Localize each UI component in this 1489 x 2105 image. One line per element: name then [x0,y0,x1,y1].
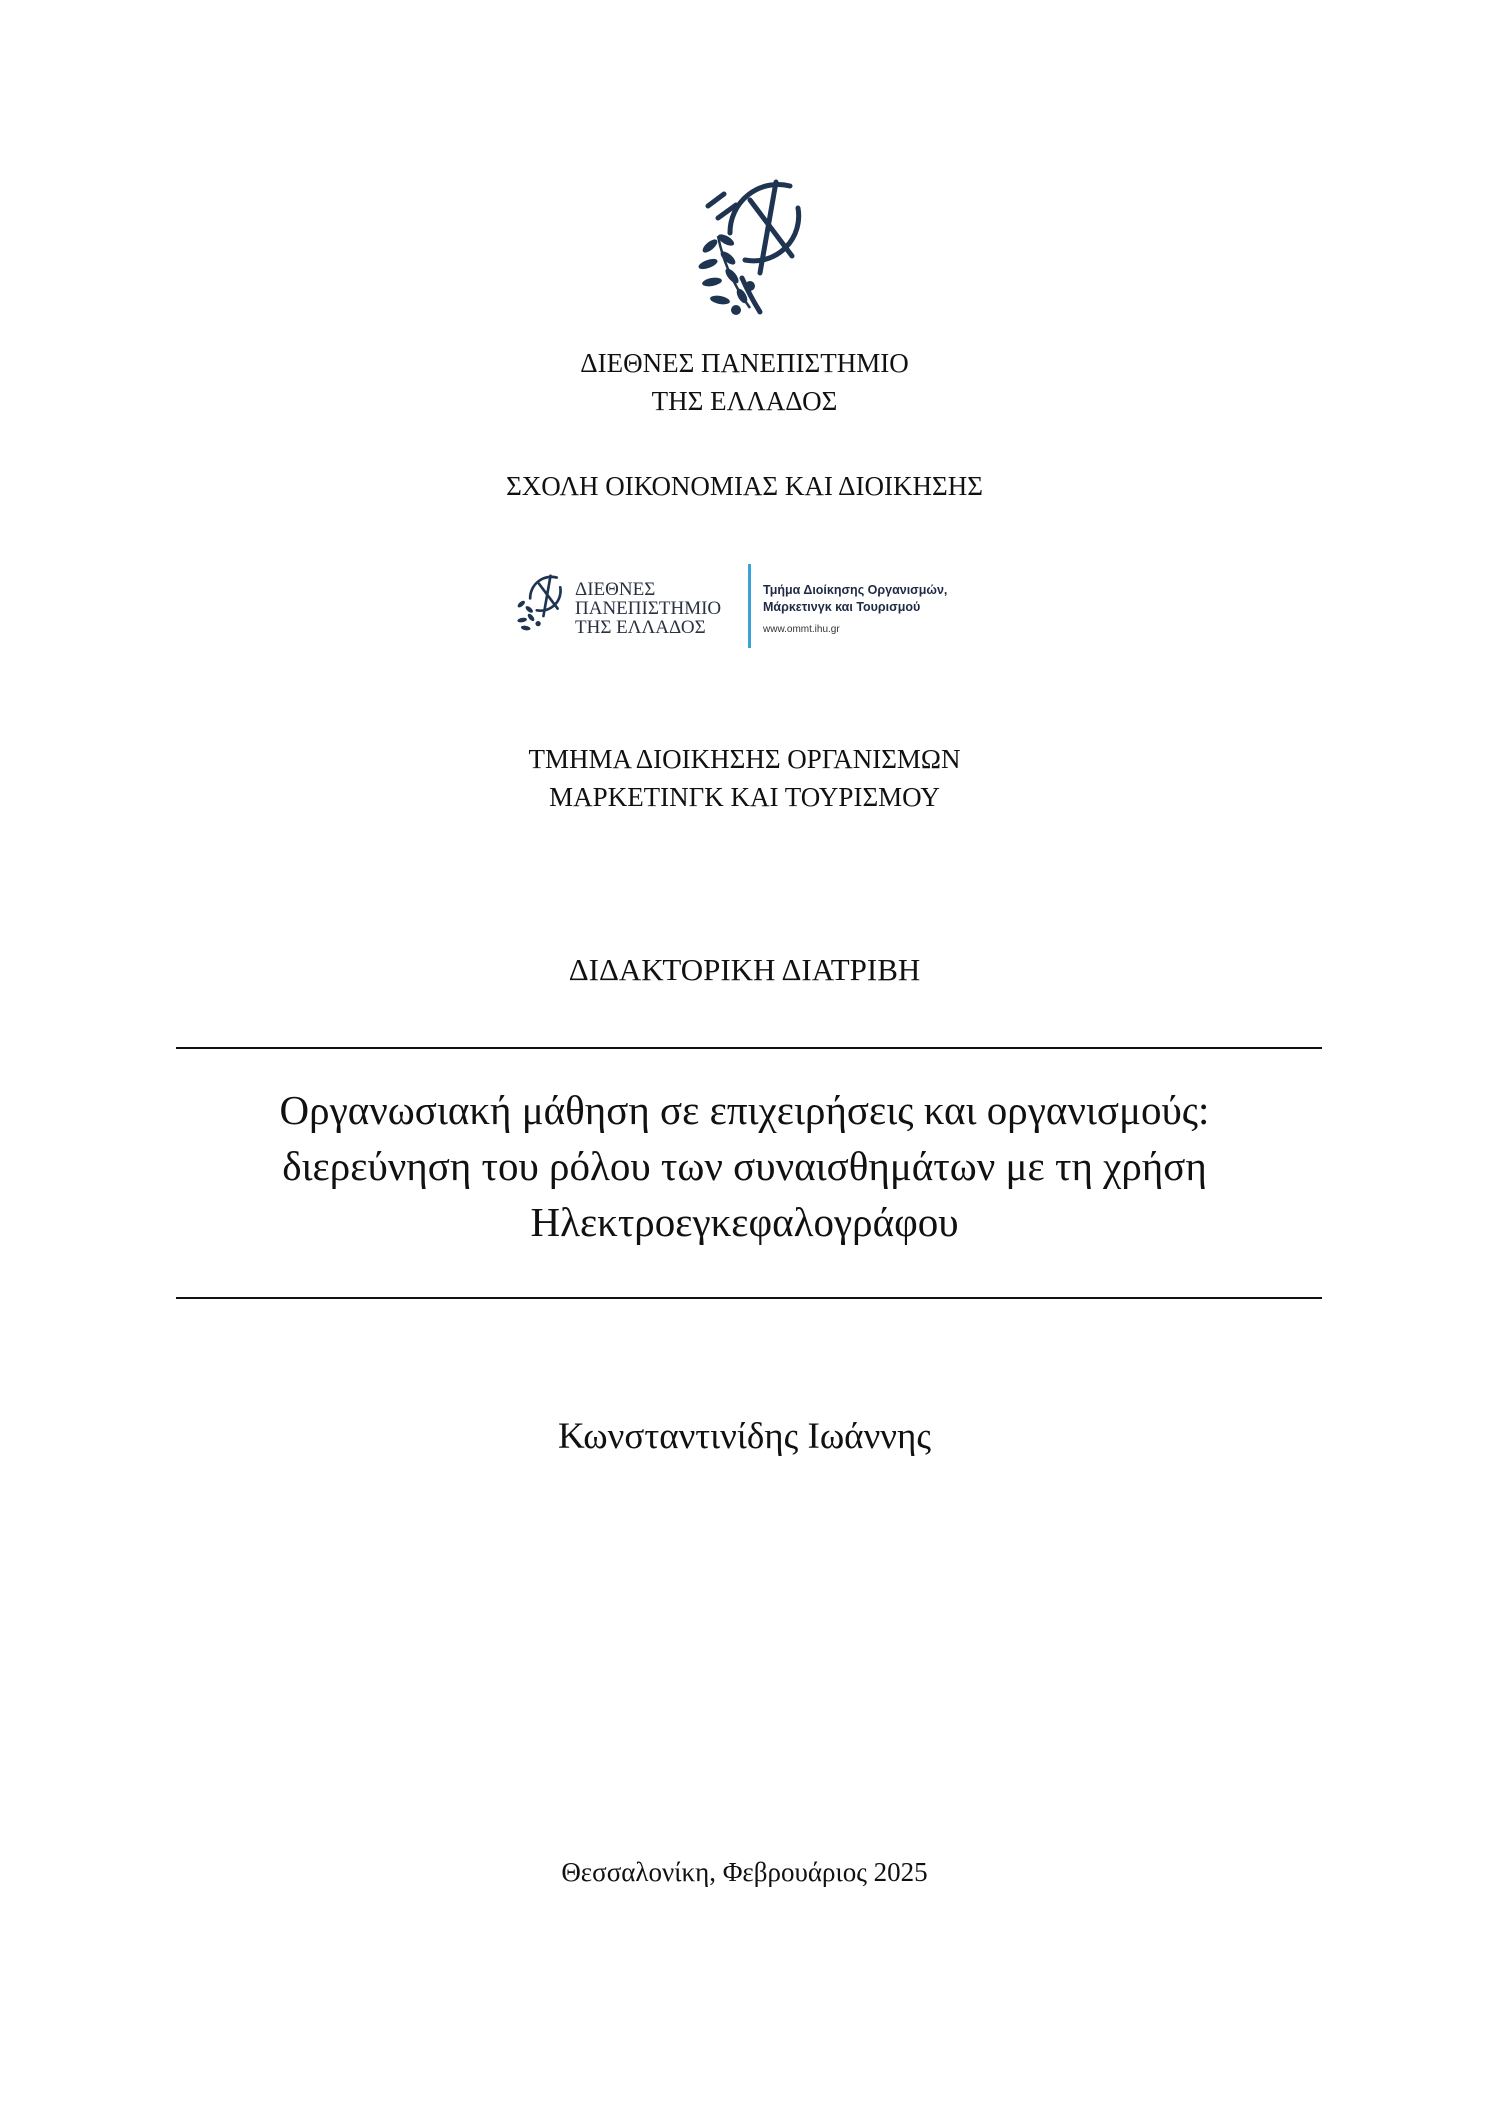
university-emblem-icon [690,178,810,318]
place-date: Θεσσαλονίκη, Φεβρουάριος 2025 [561,1857,928,1887]
thesis-title-line2: διερεύνηση του ρόλου των συναισθημάτων με τη χρήση [282,1143,1207,1189]
banner-name-line3: ΤΗΣ ΕΛΛΑΔΟΣ [575,617,706,638]
banner-url: www.ommt.ihu.gr [763,624,840,635]
title-rule-bottom [176,1297,1322,1299]
document-type: ΔΙΔΑΚΤΟΡΙΚΗ ΔΙΑΤΡΙΒΗ [568,952,921,987]
department-banner-logo [505,558,985,653]
title-rule-top [176,1047,1322,1049]
banner-dept-line1: Τμήμα Διοίκησης Οργανισμών, [763,583,948,597]
author-name: Κωνσταντινίδης Ιωάννης [557,1416,932,1457]
banner-name-line2: ΠΑΝΕΠΙΣΤΗΜΙΟ [575,598,722,619]
university-name [0,344,1489,420]
banner-dept-line2: Μάρκετινγκ και Τουρισμού [763,600,921,614]
banner-university-name [575,580,721,637]
banner-name-line1: ΔΙΕΘΝΕΣ [575,579,656,600]
thesis-title-line1: Οργανωσιακή μάθηση σε επιχειρήσεις και οργανισμούς: [279,1087,1210,1133]
school-name: ΣΧΟΛΗ ΟΙΚΟΝΟΜΙΑΣ ΚΑΙ ΔΙΟΙΚΗΣΗΣ [506,471,983,501]
department-name-line1: ΤΜΗΜΑ ΔΙΟΙΚΗΣΗΣ ΟΡΓΑΝΙΣΜΩΝ [528,744,961,774]
department-name [0,740,1489,816]
thesis-title-line3: Ηλεκτροεγκεφαλογράφου [530,1199,959,1245]
department-name-line2: ΜΑΡΚΕΤΙΝΓΚ ΚΑΙ ΤΟΥΡΙΣΜΟΥ [549,782,940,812]
banner-divider [748,564,751,648]
university-name-line2: ΤΗΣ ΕΛΛΑΔΟΣ [651,386,838,416]
banner-department-name [763,582,947,616]
thesis-title [0,1082,1489,1250]
banner-emblem-icon [511,574,567,636]
university-name-line1: ΔΙΕΘΝΕΣ ΠΑΝΕΠΙΣΤΗΜΙΟ [580,348,909,378]
